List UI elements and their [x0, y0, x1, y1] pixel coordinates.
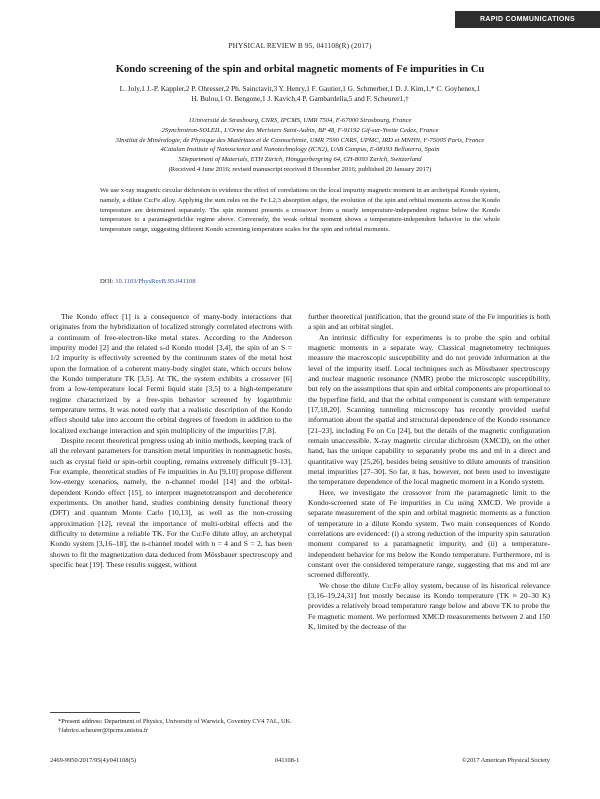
affiliation: 2Synchrotron-SOLEIL, L'Orme des Merisiers Saint-Aubin, BP 48, F-91192 Gif-sur-Yvette Cedex, France [161, 126, 439, 134]
author-line: H. Bulou,1 O. Bengone,1 J. Kavich,4 P. Gambardella,5 and F. Scheurer1,† [191, 94, 409, 104]
body-paragraph: An intrinsic difficulty for experiments is to probe the spin and orbital magnetic moments in a separate way. Classical magnetometry techniques measure the macroscopic susceptibility and do not provide information at the level of the impurity itself. Local techniques such as Mössbauer spectroscopy and nuclear magnetic resonance (NMR) probe the microscopic susceptibility, but rely on the assumptions that spin and orbital components are proportional to the hyperfine field, and that the orbital component is constant with temperature [17,18,20]. Scanning tunneling microscopy has recently provided useful information about the spatial and structural dependence of the Kondo resonance [21–23], including Fe on Cu [24], but the details of the magnetic configuration remain unaccessible. X-ray magnetic circular dichroism (XMCD), on the other hand, has the unique capability to separately probe ms and ml in a direct and quantitative way [25,26], besides being sensitive to dilute amounts of transition metal impurities [27–30]. So far, it has, however, not been used to investigate the temperature dependence of the local magnetic moment in a Kondo system. [308, 332, 550, 487]
affiliation: 5Department of Materials, ETH Zürich, Hönggerbergring 64, CH-8093 Zurich, Switzerland [178, 156, 422, 164]
article-title: Kondo screening of the spin and orbital magnetic moments of Fe impurities in Cu [115, 64, 485, 75]
affiliations [60, 116, 540, 165]
doi-label: DOI: [100, 278, 114, 285]
footnotes [50, 717, 292, 735]
affiliation: 3Institut de Minéralogie, de Physique des Matériaux et de Cosmochimie, UMR 7590 CNRS, UPMC, IRD et MNHN, F-75005 Paris, France [115, 136, 485, 144]
body-column-right [308, 312, 550, 632]
body-column-left [50, 312, 292, 570]
affiliation: 4Catalan Institute of Nanoscience and Nanotechnology (ICN2), UAB Campus, E-08193 Bellaterra, Spain [160, 146, 440, 154]
rapid-communications-banner: RAPID COMMUNICATIONS [455, 11, 600, 28]
footer-page-number: 041108-1 [275, 757, 300, 764]
received-dates: (Received 4 June 2016; revised manuscript received 8 December 2016; published 20 January 2017) [168, 166, 432, 173]
doi-line [100, 278, 196, 285]
body-paragraph: The Kondo effect [1] is a consequence of many-body interactions that originates from the hybridization of localized strongly correlated electrons with a continuum of free-electron-like metal states. According to the Anderson impurity model [2] and the related s-d Kondo model [3,4], the spin of an S = 1/2 impurity is effectively screened by the continuum states of the metal host upon the formation of a coherent many-body singlet state, which occurs below the Kondo temperature TK [3,5]. At TK, the system exhibits a crossover [6] from a low-temperature local Fermi liquid state [3,5] to a high-temperature regime characterized by a free-spin behavior screened by logarithmic temperature terms. It was noted early that a realistic description of the Kondo effect should take into account the orbital degrees of freedom in addition to the localized exchange interaction and spin multiplicity of the impurities [7,8]. [50, 312, 292, 435]
footer-issn: 2469-9950/2017/95(4)/041108(5) [50, 757, 137, 764]
journal-header: PHYSICAL REVIEW B 95, 041108(R) (2017) [228, 42, 372, 50]
footnote: *Present address: Department of Physics, University of Warwick, Coventry CV4 7AL, UK. [58, 718, 292, 725]
body-paragraph: Here, we investigate the crossover from the paramagnetic limit to the Kondo-screened state of Fe impurities in Cu using XMCD. We provide a separate measurement of the spin and orbital magnetic moments as a function of temperature in a dilute Kondo system. Two main consequences of Kondo correlations are evidenced: (i) a strong reduction of the impurity spin saturation moment compared to a paramagnetic impurity, and (ii) a temperature-independent behavior for ms below the Kondo temperature. Furthermore, ml is constant over the considered temperature range, suggesting that ms and ml are screened differently. [308, 487, 550, 580]
footnote: †fabrice.scheurer@ipcms.unistra.fr [58, 727, 149, 735]
body-paragraph: further theoretical justification, that the ground state of the Fe impurities is both a spin and an orbital singlet. [308, 312, 550, 332]
body-paragraph: Despite recent theoretical progress using ab initio methods, keeping track of all the relevant parameters for transition metal impurities in nonmagnetic hosts, such as crystal field or spin-orbit coupling, remains extremely difficult [9–13]. For example, theoretical studies of Fe impurities in Au [9,10] propose different low-energy scenarios, namely, the n-channel model [14] and the orbital-dependent Kondo effect [15], to interpret magnetotransport and decoherence experiments. On another hand, studies combining density functional theory (DFT) and quantum Monte Carlo [10,13], as well as the non-crossing approximation [12], reveal the importance of multi-orbital effects and the difficulty to determine a reliable TK. For the Cu:Fe dilute alloy, an archetypal Kondo system [3,16–18], the n-channel model with n = 4 and S = 2, has been shown to fit the magnetization data deduced from Mössbauer spectroscopy and specific heat [19]. These results suggest, without [50, 435, 292, 569]
author-list [60, 84, 540, 105]
affiliation: 1Université de Strasbourg, CNRS, IPCMS, UMR 7504, F-67000 Strasbourg, France [188, 117, 412, 124]
abstract: We use x-ray magnetic circular dichroism to evidence the effect of correlations on the local impurity magnetic moment in an archetypal Kondo system, namely, a dilute Cu:Fe alloy. Applying the sum rules on the Fe L2,3 absorption edges, the evolution of the spin and orbital moments across the Kondo temperature are determined separately. The spin moment presents a crossover from a nearly temperature-independent regime below the Kondo temperature to a paramagneticlike regime above. Conversely, the weak orbital moment shows a temperature-independent behavior in the whole temperature range, suggesting different Kondo screening temperature scales for the spin and orbital moments. [100, 187, 500, 233]
footer-copyright: ©2017 American Physical Society [461, 757, 550, 764]
body-paragraph: We chose the dilute Cu:Fe alloy system, because of its historical relevance [3,16–19,24,31] but mostly because its Kondo temperature (TK ≈ 20–30 K) provides a relatively broad temperature range below and above TK to probe the Fe magnetic moment. We performed XMCD measurements between 2 and 150 K, limited by the decrease of the [308, 580, 550, 631]
footnote-divider [50, 712, 140, 713]
author-line: L. Joly,1 J.-P. Kappler,2 P. Ohresser,2 Ph. Sainctavit,3 Y. Henry,1 F. Gautier,1 G. Schmerber,1 D. J. Kim,1,* C. Goyhenex,1 [119, 84, 481, 93]
doi-link[interactable]: 10.1103/PhysRevB.95.041108 [115, 278, 196, 285]
